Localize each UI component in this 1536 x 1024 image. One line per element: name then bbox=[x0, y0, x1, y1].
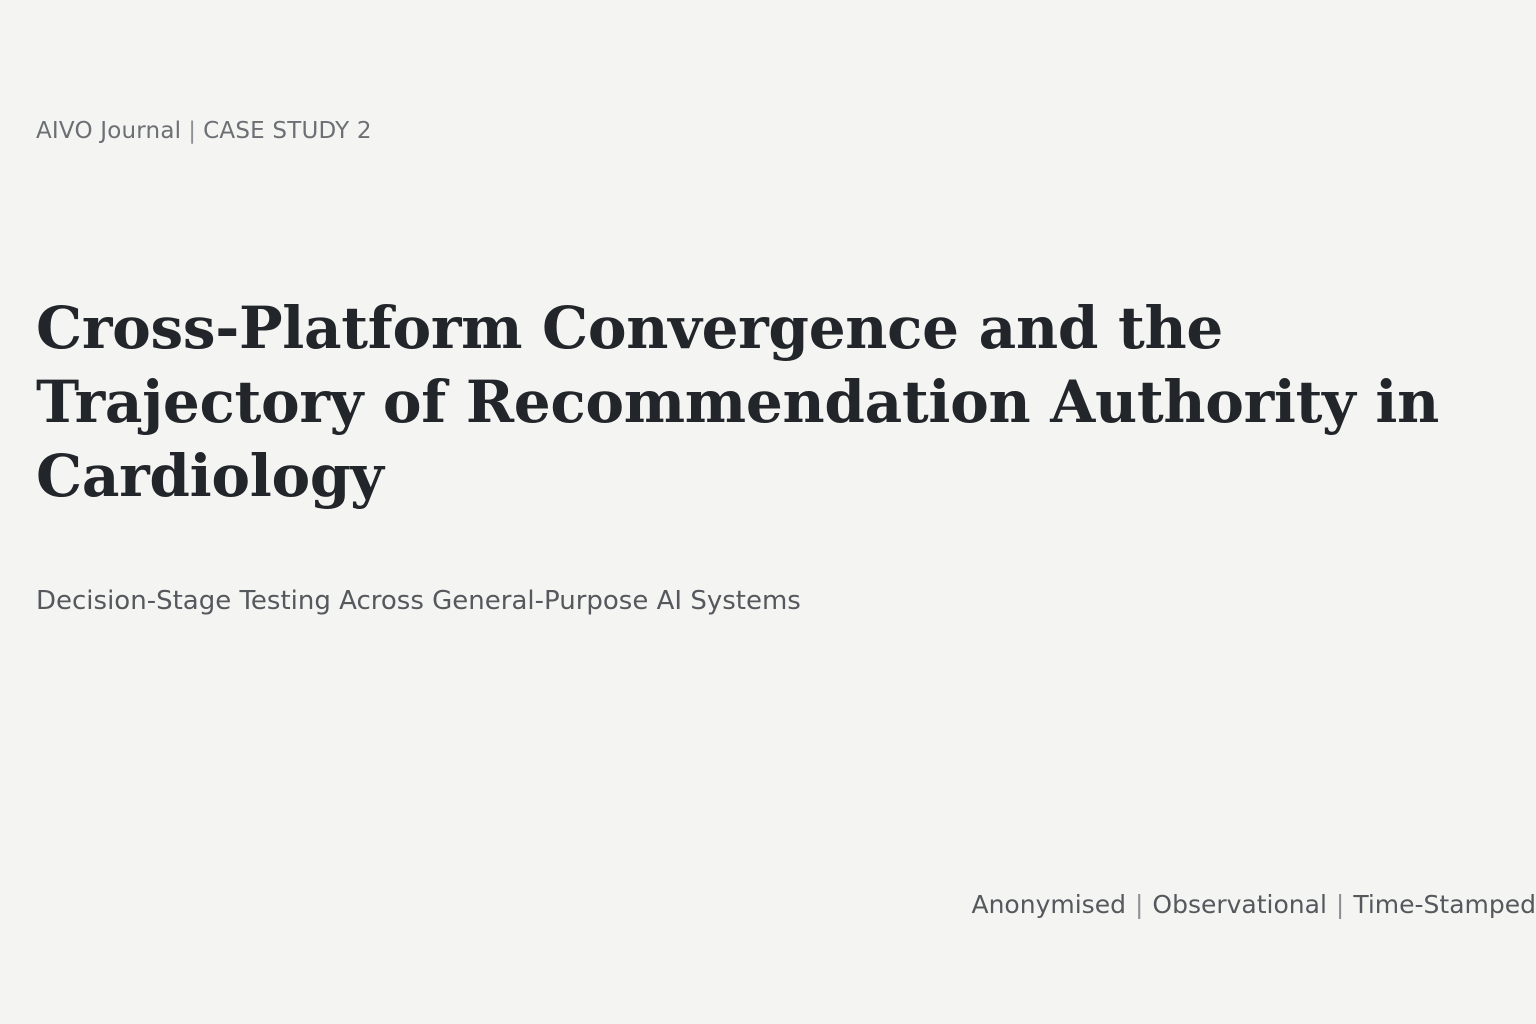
meta-separator-1: | bbox=[1134, 890, 1144, 919]
meta-separator-2: | bbox=[1335, 890, 1345, 919]
breadcrumb-separator: | bbox=[188, 118, 197, 144]
meta-tags bbox=[971, 890, 1536, 919]
breadcrumb-section: CASE STUDY 2 bbox=[203, 118, 372, 144]
breadcrumb-publication: AIVO Journal bbox=[36, 118, 182, 144]
meta-tag-observational: Observational bbox=[1152, 890, 1327, 919]
meta-tag-anonymised: Anonymised bbox=[971, 890, 1126, 919]
page-title: Cross-Platform Convergence and the Trajectory of Recommendation Authority in Cardiology bbox=[36, 293, 1439, 511]
page-subtitle: Decision-Stage Testing Across General-Purpose AI Systems bbox=[36, 586, 801, 616]
breadcrumb bbox=[36, 118, 372, 144]
meta-tag-time-stamped: Time-Stamped bbox=[1353, 890, 1536, 919]
